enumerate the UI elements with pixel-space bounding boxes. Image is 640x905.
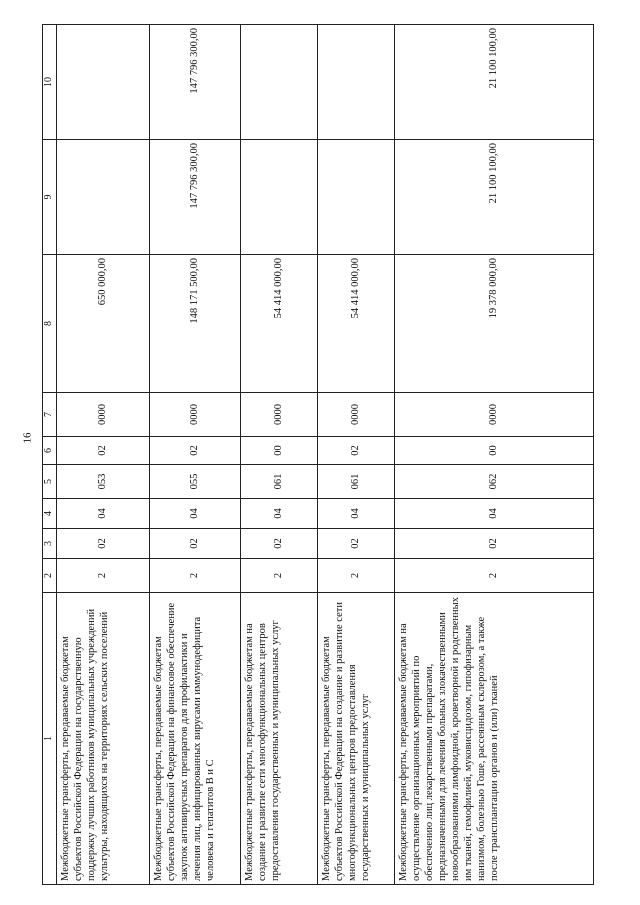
header-row [43,25,57,885]
cell-c10 [56,25,149,140]
col-header-9: 9 [43,140,57,255]
cell-c2: 2 [240,559,317,593]
cell-c4: 04 [56,499,149,529]
cell-c7: 0000 [149,393,240,437]
cell-c8: 19 378 000,00 [394,255,593,393]
col-header-2: 2 [43,559,57,593]
row-name: Межбюджетные трансферты, передаваемые бюджетам субъектов Российской Федерации на государственную поддержку лучших работников муниципальных учреждений культуры, находящихся на территориях сельских поселений [56,593,149,885]
table-row [56,25,149,885]
col-header-6: 6 [43,437,57,465]
cell-c6: 02 [317,437,394,465]
cell-c2: 2 [149,559,240,593]
table-row [394,25,593,885]
cell-c7: 0000 [317,393,394,437]
cell-c6: 02 [149,437,240,465]
cell-c6: 00 [240,437,317,465]
cell-c6: 00 [394,437,593,465]
row-name: Межбюджетные трансферты, передаваемые бюджетам на осуществление организационных мероприятий по обеспечению лиц лекарственными препаратами, предназначенными для лечения больных злокачественными новообразованиями лимфоидной, кроветворной и родственных им тканей, гемофилией, муковисцидозом, гипофизарным нанизмом, болезнью Гоше, рассеянным склерозом, а также после трансплантации органов и (или) тканей [394,593,593,885]
cell-c10 [317,25,394,140]
col-header-10: 10 [43,25,57,140]
cell-c3: 02 [394,529,593,559]
cell-c7: 0000 [394,393,593,437]
row-name: Межбюджетные трансферты, передаваемые бюджетам субъектов Российской Федерации на создание и развитие сети многофункциональных центров предоставления государственных и муниципальных услуг [317,593,394,885]
cell-c9: 21 100 100,00 [394,140,593,255]
table-row [240,25,317,885]
cell-c2: 2 [56,559,149,593]
col-header-7: 7 [43,393,57,437]
table-row [149,25,240,885]
col-header-8: 8 [43,255,57,393]
col-header-1: 1 [43,593,57,885]
cell-c7: 0000 [56,393,149,437]
cell-c2: 2 [317,559,394,593]
col-header-4: 4 [43,499,57,529]
rotated-table-container [42,25,616,885]
cell-c7: 0000 [240,393,317,437]
col-header-3: 3 [43,529,57,559]
cell-c3: 02 [149,529,240,559]
cell-c3: 02 [240,529,317,559]
page-number: 16 [21,432,34,444]
cell-c4: 04 [317,499,394,529]
cell-c8: 54 414 000,00 [240,255,317,393]
table-row [317,25,394,885]
cell-c6: 02 [56,437,149,465]
cell-c2: 2 [394,559,593,593]
cell-c3: 02 [56,529,149,559]
cell-c5: 055 [149,465,240,499]
cell-c8: 148 171 500,00 [149,255,240,393]
cell-c9 [317,140,394,255]
cell-c4: 04 [394,499,593,529]
cell-c9: 147 796 300,00 [149,140,240,255]
cell-c5: 061 [240,465,317,499]
cell-c5: 062 [394,465,593,499]
row-name: Межбюджетные трансферты, передаваемые бюджетам субъектов Российской Федерации на финансовое обеспечение закупок антивирусных препаратов для профилактики и лечения лиц, инфицированных вирусами иммунодефицита человека и гепатитов В и С [149,593,240,885]
cell-c5: 053 [56,465,149,499]
cell-c4: 04 [149,499,240,529]
col-header-5: 5 [43,465,57,499]
cell-c10: 147 796 300,00 [149,25,240,140]
row-name: Межбюджетные трансферты, передаваемые бюджетам на создание и развитие сети многофункциональных центров предоставления государственных и муниципальных услуг [240,593,317,885]
budget-table [42,24,594,885]
cell-c9 [56,140,149,255]
cell-c8: 54 414 000,00 [317,255,394,393]
cell-c9 [240,140,317,255]
cell-c5: 061 [317,465,394,499]
cell-c10 [240,25,317,140]
cell-c3: 02 [317,529,394,559]
cell-c10: 21 100 100,00 [394,25,593,140]
cell-c4: 04 [240,499,317,529]
cell-c8: 650 000,00 [56,255,149,393]
